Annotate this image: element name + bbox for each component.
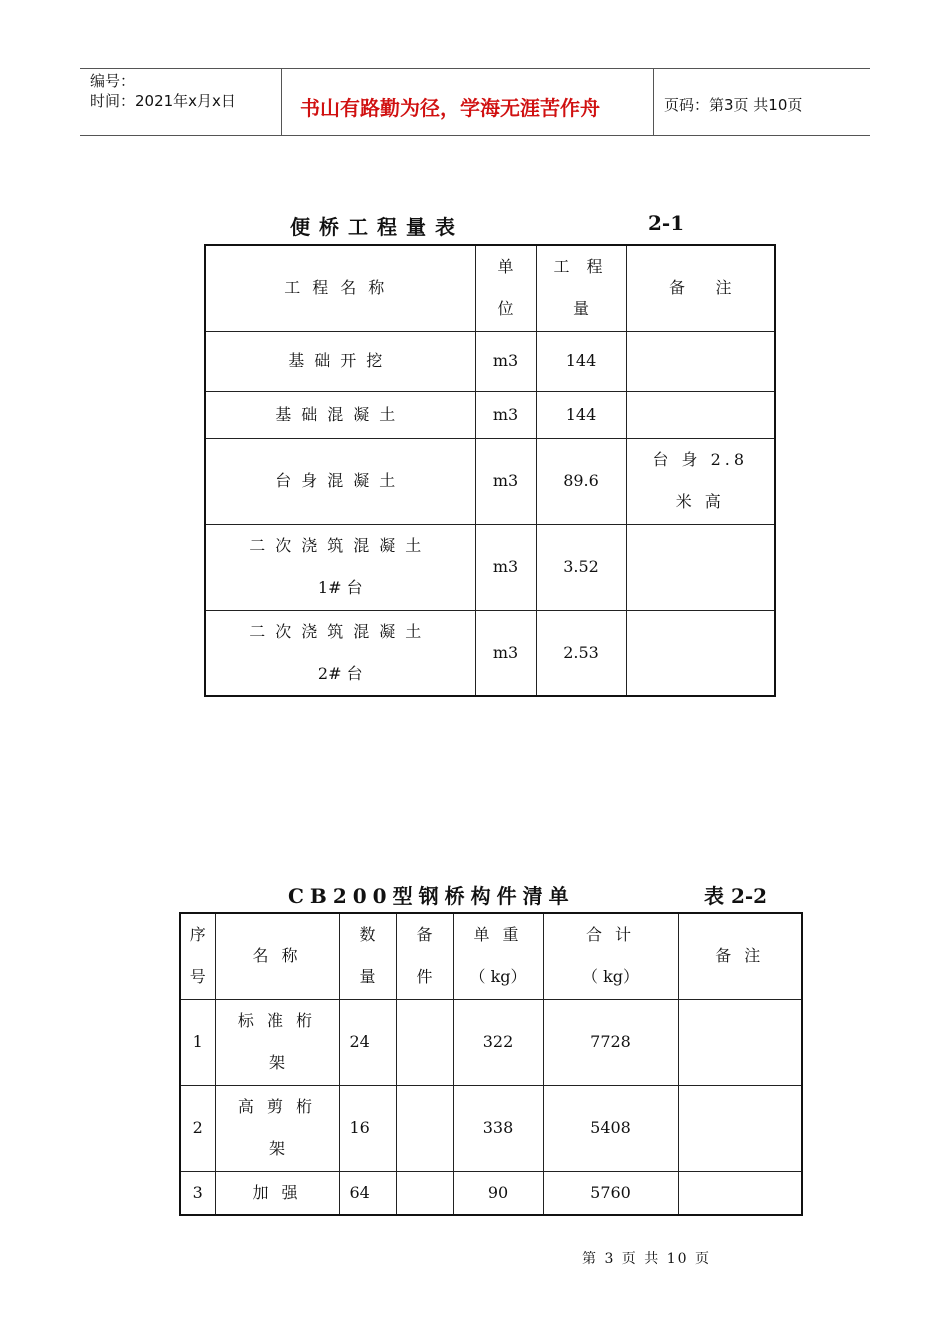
- header-motto: 书山有路勤为径，学海无涯苦作舟: [300, 96, 600, 120]
- row-seq: 2: [180, 1085, 215, 1171]
- header-total-line1: 合 计: [585, 925, 636, 945]
- table-row: [180, 1085, 802, 1171]
- header-seq-line1: 序: [189, 925, 206, 945]
- header-seq: [180, 913, 215, 999]
- header-project-name: 工程名称: [205, 245, 475, 331]
- row-remark: [678, 999, 802, 1085]
- row-unit: m3: [475, 438, 536, 524]
- header-part: [396, 913, 453, 999]
- table1-number: 2-1: [648, 211, 685, 235]
- row-unit: m3: [475, 331, 536, 391]
- row-count: 64: [339, 1171, 396, 1215]
- doc-number-label: 编号：: [90, 72, 136, 90]
- row-remark: [626, 331, 775, 391]
- header-part-line1: 备: [416, 925, 433, 945]
- table-row: [205, 391, 775, 438]
- row-seq: 3: [180, 1171, 215, 1215]
- table-row: [205, 524, 775, 610]
- header-page-label: 页码：第3页 共10页: [664, 96, 803, 114]
- header-count-line2: 量: [359, 967, 376, 987]
- row-unit: m3: [475, 391, 536, 438]
- row-remark: [626, 438, 775, 524]
- row-seq: 1: [180, 999, 215, 1085]
- row-quantity: 89.6: [536, 438, 626, 524]
- table2: [179, 912, 803, 1216]
- row-remark-line2: 米 高: [675, 492, 725, 511]
- row-name-line1: 二次浇筑混凝土: [249, 621, 432, 641]
- header-top-rule: [80, 68, 870, 69]
- header-quantity-line1: 工 程: [553, 257, 609, 277]
- row-count: 16: [339, 1085, 396, 1171]
- row-name: 基础混凝土: [205, 391, 475, 438]
- row-part: [396, 1171, 453, 1215]
- row-total: 5760: [543, 1171, 678, 1215]
- row-name: [215, 1085, 339, 1171]
- row-unit: m3: [475, 524, 536, 610]
- table-header-row: [205, 245, 775, 331]
- row-name-line1: 高 剪 桁: [237, 1097, 317, 1116]
- header-total: [543, 913, 678, 999]
- table-header-row: [180, 913, 802, 999]
- header-quantity: [536, 245, 626, 331]
- row-remark: [678, 1171, 802, 1215]
- page-footer: 第 3 页 共 10 页: [582, 1251, 711, 1267]
- row-name-line1: 标 准 桁: [237, 1011, 317, 1030]
- row-quantity: 144: [536, 331, 626, 391]
- table1: [204, 244, 776, 697]
- header-quantity-line2: 量: [572, 299, 589, 319]
- header-unit: [475, 245, 536, 331]
- row-name: [215, 999, 339, 1085]
- header-bottom-rule: [80, 135, 870, 136]
- header-count-line1: 数: [359, 925, 376, 945]
- header-total-line2: （ kg）: [581, 967, 640, 987]
- row-name: 基础开挖: [205, 331, 475, 391]
- table-row: [205, 331, 775, 391]
- header-unit-weight-line1: 单 重: [473, 925, 523, 945]
- header-unit-weight: [453, 913, 543, 999]
- header-separator: [653, 68, 654, 136]
- row-quantity: 3.52: [536, 524, 626, 610]
- row-remark: [678, 1085, 802, 1171]
- row-total: 5408: [543, 1085, 678, 1171]
- header-name: 名 称: [215, 913, 339, 999]
- table-row: [180, 999, 802, 1085]
- row-name-line2: 2# 台: [317, 663, 363, 683]
- table-row: [205, 438, 775, 524]
- header-remark: 备 注: [678, 913, 802, 999]
- table1-title: 便桥工程量表: [290, 215, 464, 239]
- header-unit-weight-line2: （ kg）: [469, 967, 527, 987]
- row-total: 7728: [543, 999, 678, 1085]
- table-row: [180, 1171, 802, 1215]
- row-name-line2: 架: [268, 1139, 285, 1158]
- row-name: 加 强: [215, 1171, 339, 1215]
- table-row: [205, 610, 775, 696]
- header-part-line2: 件: [416, 967, 433, 987]
- row-name: 台身混凝土: [205, 438, 475, 524]
- row-part: [396, 1085, 453, 1171]
- table2-title: CB200型钢桥构件清单: [288, 884, 575, 908]
- header-seq-line2: 号: [189, 967, 206, 987]
- header-count: [339, 913, 396, 999]
- doc-time-label: 时间：2021年x月x日: [90, 92, 236, 110]
- row-remark-line1: 台 身 2.8: [652, 450, 749, 469]
- header-unit-line1: 单: [497, 257, 514, 277]
- row-unit: m3: [475, 610, 536, 696]
- row-remark: [626, 524, 775, 610]
- row-unit-weight: 338: [453, 1085, 543, 1171]
- row-name-line1: 二次浇筑混凝土: [249, 536, 432, 555]
- row-count: 24: [339, 999, 396, 1085]
- row-quantity: 2.53: [536, 610, 626, 696]
- row-quantity: 144: [536, 391, 626, 438]
- header-separator: [281, 68, 282, 136]
- row-unit-weight: 90: [453, 1171, 543, 1215]
- row-name-line2: 架: [268, 1053, 285, 1072]
- row-remark: [626, 610, 775, 696]
- table2-number: 表 2-2: [704, 884, 768, 908]
- row-part: [396, 999, 453, 1085]
- row-name-line2: 1# 台: [317, 578, 363, 597]
- row-unit-weight: 322: [453, 999, 543, 1085]
- row-name: [205, 610, 475, 696]
- row-name: [205, 524, 475, 610]
- header-remark: 备 注: [626, 245, 775, 331]
- header-unit-line2: 位: [497, 299, 514, 319]
- row-remark: [626, 391, 775, 438]
